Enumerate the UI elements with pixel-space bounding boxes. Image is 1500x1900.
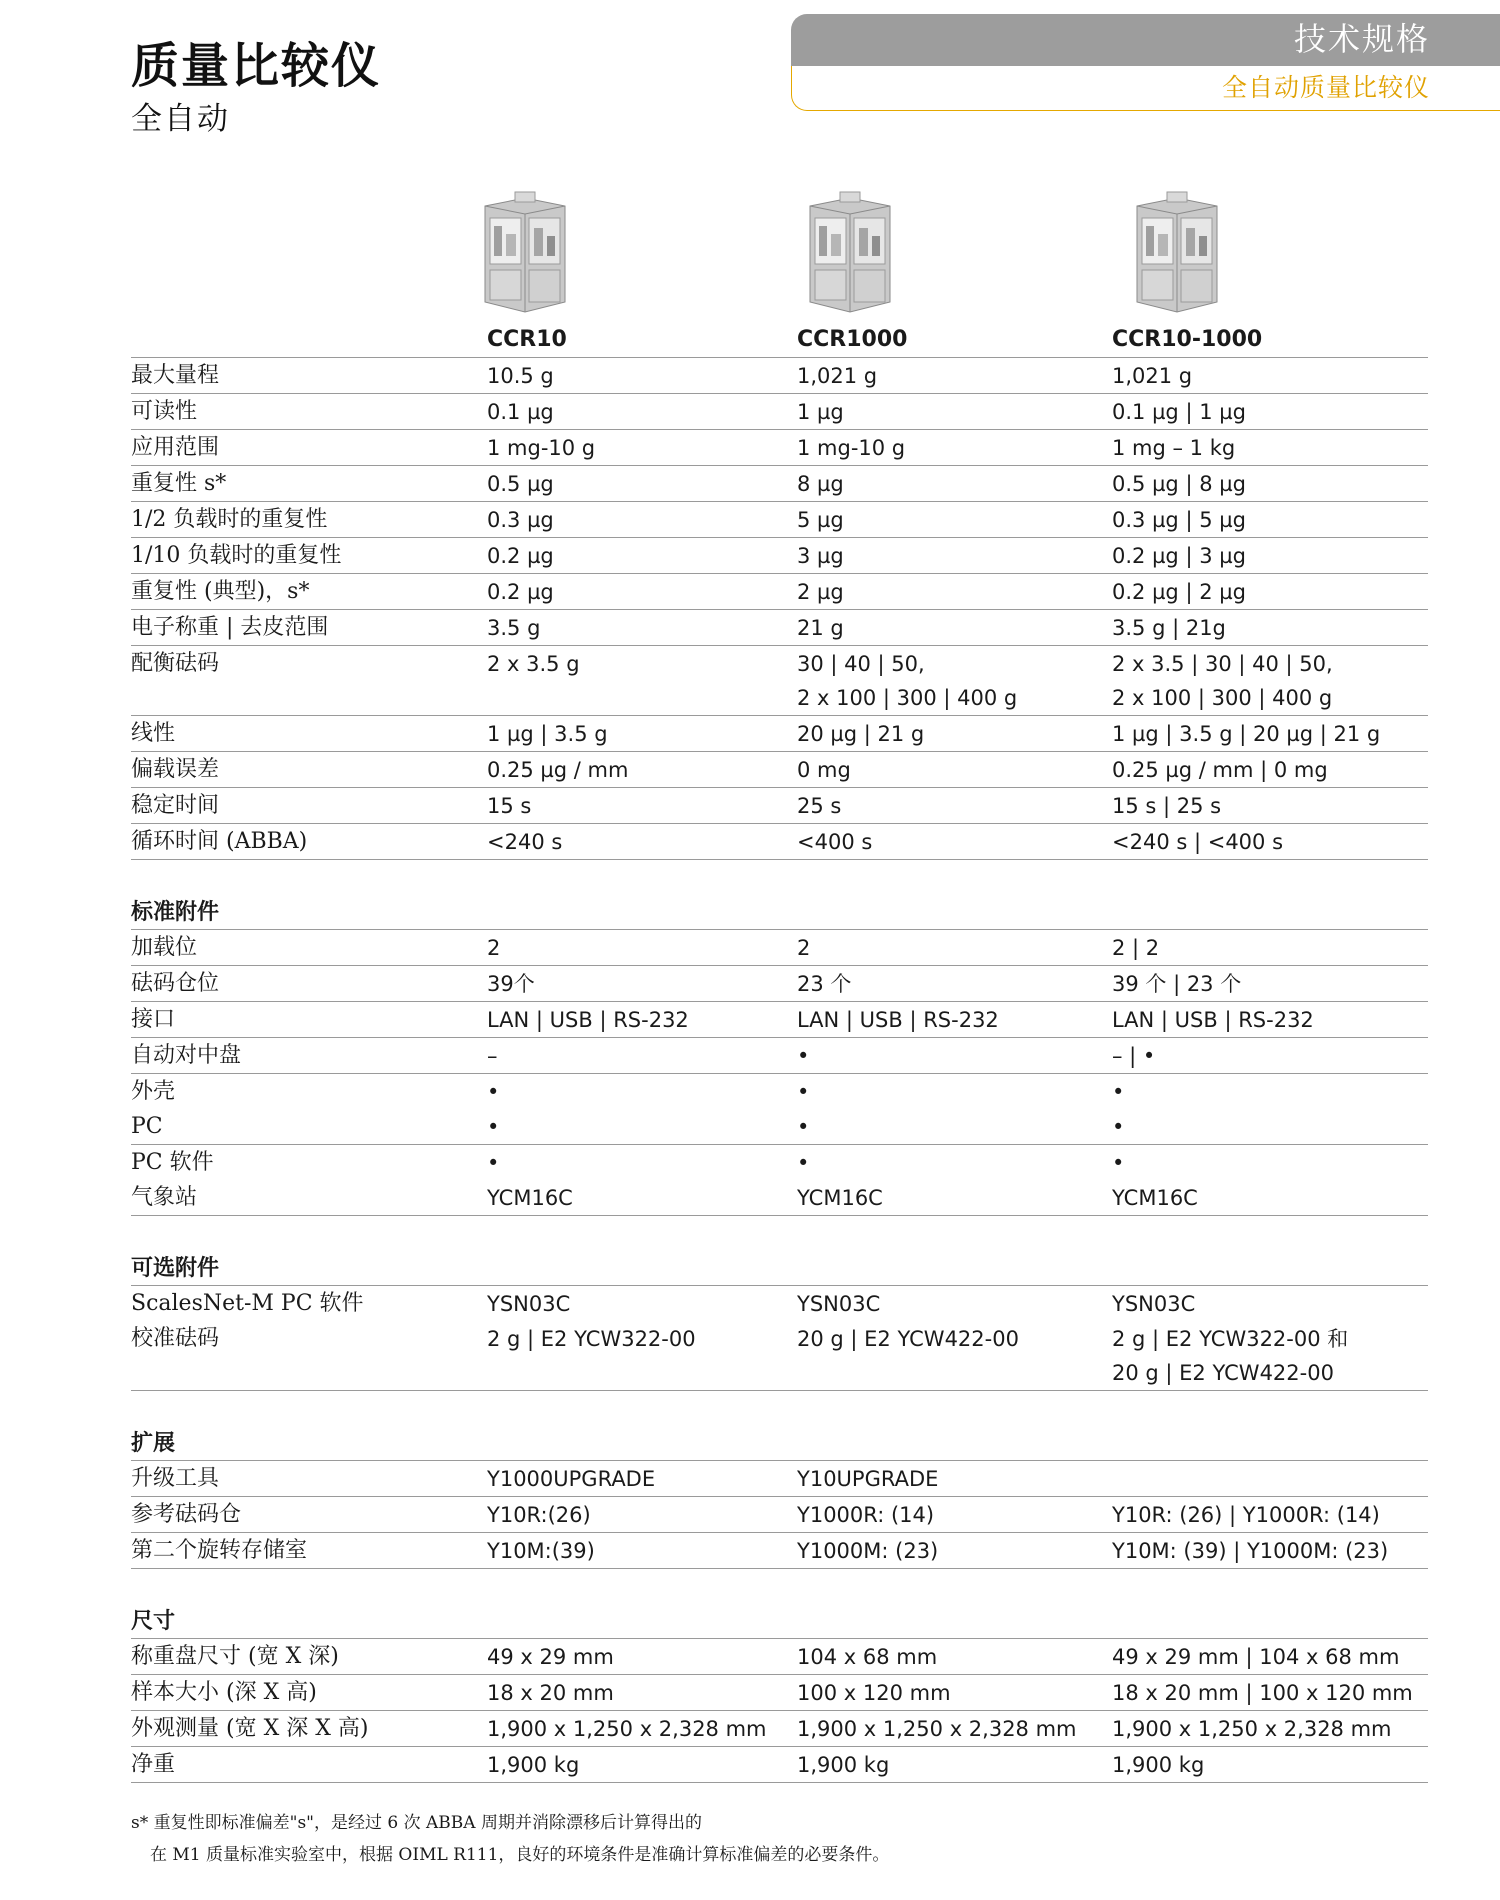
value-line: • — [1112, 1115, 1125, 1139]
value-line: • — [487, 1151, 500, 1175]
value-cell-ccr10 — [487, 1286, 797, 1321]
table-row — [131, 610, 1428, 646]
value-line: 1,900 x 1,250 x 2,328 mm — [1112, 1717, 1392, 1741]
value-cell-ccr10 — [487, 752, 797, 787]
value-line: • — [797, 1044, 810, 1068]
value-line: 20 µg | 21 g — [797, 722, 925, 746]
table-row — [131, 358, 1428, 394]
value-cell-ccr10-1000 — [1112, 1675, 1428, 1710]
row-label: 偏载误差 — [131, 757, 220, 782]
table-row — [131, 394, 1428, 430]
value-cell-ccr10-1000 — [1112, 788, 1428, 823]
table-row — [131, 1145, 1428, 1180]
value-cell-ccr10 — [487, 1711, 797, 1746]
page-title: 质量比较仪 — [131, 38, 382, 94]
row-label: 净重 — [131, 1752, 176, 1777]
tab-label: 技术规格 — [1293, 20, 1430, 58]
table-row — [131, 1533, 1428, 1569]
value-line: • — [797, 1080, 810, 1104]
table-row — [131, 574, 1428, 610]
value-cell-ccr10-1000 — [1112, 1321, 1428, 1390]
value-line: 1,900 kg — [487, 1753, 580, 1777]
table-row — [131, 1675, 1428, 1711]
value-line: 2 g | E2 YCW322-00 和 — [1112, 1327, 1349, 1351]
table-row — [131, 538, 1428, 574]
value-line: 0.2 µg | 2 µg — [1112, 580, 1246, 604]
value-line: 20 g | E2 YCW422-00 — [797, 1327, 1019, 1351]
value-line: YSN03C — [487, 1292, 571, 1316]
value-line: Y10R: (26) | Y1000R: (14) — [1112, 1503, 1380, 1527]
value-cell-ccr1000 — [797, 752, 1112, 787]
row-label: 可读性 — [131, 399, 198, 424]
value-line: 3.5 g | 21g — [1112, 616, 1226, 640]
value-cell-ccr10-1000 — [1112, 1038, 1428, 1073]
value-line: Y1000UPGRADE — [487, 1467, 656, 1491]
header-empty-cell — [131, 322, 487, 323]
table-row — [131, 1286, 1428, 1321]
table-row — [131, 1109, 1428, 1145]
value-cell-ccr1000 — [797, 1321, 1112, 1356]
value-cell-ccr1000 — [797, 610, 1112, 645]
section-header-row — [131, 1425, 1428, 1461]
value-line: 0.1 µg — [487, 400, 554, 424]
value-cell-ccr10-1000 — [1112, 1145, 1428, 1180]
value-line: – | • — [1112, 1044, 1156, 1068]
value-cell-ccr10 — [487, 538, 797, 573]
value-cell-ccr10 — [487, 1747, 797, 1782]
value-line: Y10R:(26) — [487, 1503, 591, 1527]
value-cell-ccr1000 — [797, 538, 1112, 573]
table-row — [131, 930, 1428, 966]
value-line: Y10M: (39) | Y1000M: (23) — [1112, 1539, 1389, 1563]
value-line: 1,900 kg — [1112, 1753, 1205, 1777]
value-cell-ccr1000 — [797, 788, 1112, 823]
value-line: 0.2 µg — [487, 544, 554, 568]
value-cell-ccr10-1000 — [1112, 610, 1428, 645]
row-label: 接口 — [131, 1007, 176, 1032]
value-line: YCM16C — [797, 1186, 883, 1210]
row-label: 外壳 — [131, 1079, 176, 1104]
value-line: 30 | 40 | 50, — [797, 652, 925, 676]
value-cell-ccr10 — [487, 1038, 797, 1073]
value-cell-ccr1000 — [797, 1711, 1112, 1746]
value-line: • — [1112, 1080, 1125, 1104]
value-cell-ccr10-1000 — [1112, 1109, 1428, 1144]
row-label: 校准砝码 — [131, 1326, 220, 1351]
value-cell-ccr1000 — [797, 1461, 1112, 1496]
value-cell-ccr10-1000 — [1112, 1180, 1428, 1215]
value-line: 0.2 µg — [487, 580, 554, 604]
value-line: 1,021 g — [797, 364, 878, 388]
table-row — [131, 502, 1428, 538]
table-row — [131, 1497, 1428, 1533]
spec-tab — [791, 14, 1500, 112]
value-cell-ccr10 — [487, 610, 797, 645]
value-line: 1 mg-10 g — [797, 436, 906, 460]
value-cell-ccr10-1000 — [1112, 716, 1428, 751]
value-cell-ccr1000 — [797, 930, 1112, 965]
value-line: 2 g | E2 YCW322-00 — [487, 1327, 696, 1351]
value-cell-ccr10-1000 — [1112, 430, 1428, 465]
row-label: PC — [131, 1114, 163, 1139]
value-cell-ccr1000 — [797, 1002, 1112, 1037]
value-line: 2 x 100 | 300 | 400 g — [797, 686, 1018, 710]
value-line: 1 µg — [797, 400, 844, 424]
value-cell-ccr10 — [487, 1321, 797, 1356]
value-line: 0.2 µg | 3 µg — [1112, 544, 1246, 568]
value-cell-ccr10 — [487, 430, 797, 465]
value-line: 2 x 100 | 300 | 400 g — [1112, 686, 1333, 710]
value-line: 49 x 29 mm — [487, 1645, 614, 1669]
value-cell-ccr10 — [487, 930, 797, 965]
value-cell-ccr10 — [487, 966, 797, 1001]
value-line: 2 — [797, 936, 811, 960]
row-label: 1/10 负载时的重复性 — [131, 543, 342, 568]
value-line: • — [1112, 1151, 1125, 1175]
value-cell-ccr10 — [487, 716, 797, 751]
row-label: 最大量程 — [131, 363, 220, 388]
value-cell-ccr10 — [487, 1180, 797, 1215]
section-title: 标准附件 — [131, 899, 220, 925]
table-row — [131, 1711, 1428, 1747]
value-line: 18 x 20 mm — [487, 1681, 614, 1705]
value-line: Y10UPGRADE — [797, 1467, 939, 1491]
header-product-ccr1000: CCR1000 — [797, 327, 908, 352]
row-label: 砝码仓位 — [131, 971, 220, 996]
value-cell-ccr10 — [487, 502, 797, 537]
table-row — [131, 1639, 1428, 1675]
value-line: 1 mg – 1 kg — [1112, 436, 1236, 460]
value-line: LAN | USB | RS-232 — [797, 1008, 999, 1032]
tab-sublabel: 全自动质量比较仪 — [1221, 73, 1430, 102]
value-line: 0.25 µg / mm | 0 mg — [1112, 758, 1328, 782]
section-header-row — [131, 1603, 1428, 1639]
row-label: ScalesNet-M PC 软件 — [131, 1291, 364, 1316]
row-label: 线性 — [131, 721, 176, 746]
value-cell-ccr10 — [487, 358, 797, 393]
value-line: <400 s — [797, 830, 873, 854]
value-cell-ccr1000 — [797, 1074, 1112, 1109]
value-cell-ccr1000 — [797, 1747, 1112, 1782]
value-cell-ccr10-1000 — [1112, 824, 1428, 859]
product-image-ccr1000 — [804, 190, 896, 316]
product-image-ccr10-1000 — [1131, 190, 1223, 316]
page-subtitle: 全自动 — [131, 101, 230, 137]
value-cell-ccr10-1000 — [1112, 394, 1428, 429]
value-cell-ccr1000 — [797, 466, 1112, 501]
value-line: 39个 — [487, 972, 535, 996]
value-line: • — [797, 1115, 810, 1139]
value-line: 25 s — [797, 794, 842, 818]
table-row — [131, 1180, 1428, 1216]
value-line: 0.5 µg | 8 µg — [1112, 472, 1246, 496]
value-line: • — [487, 1080, 500, 1104]
value-line: 1,900 kg — [797, 1753, 890, 1777]
value-line: 0.5 µg — [487, 472, 554, 496]
value-cell-ccr1000 — [797, 1180, 1112, 1215]
value-line: 1 µg | 3.5 g — [487, 722, 608, 746]
value-cell-ccr10 — [487, 788, 797, 823]
value-cell-ccr10-1000 — [1112, 930, 1428, 965]
value-cell-ccr10-1000 — [1112, 1497, 1428, 1532]
value-line: LAN | USB | RS-232 — [487, 1008, 689, 1032]
table-row — [131, 430, 1428, 466]
value-cell-ccr10 — [487, 1109, 797, 1144]
value-cell-ccr1000 — [797, 1145, 1112, 1180]
table-row — [131, 1321, 1428, 1391]
value-cell-ccr10-1000 — [1112, 358, 1428, 393]
value-cell-ccr10 — [487, 1002, 797, 1037]
value-line: 39 个 | 23 个 — [1112, 972, 1242, 996]
value-cell-ccr1000 — [797, 1497, 1112, 1532]
value-cell-ccr10-1000 — [1112, 966, 1428, 1001]
value-cell-ccr10-1000 — [1112, 1002, 1428, 1037]
product-image-ccr10 — [479, 190, 571, 316]
table-row — [131, 1461, 1428, 1497]
value-cell-ccr10 — [487, 394, 797, 429]
value-cell-ccr10 — [487, 1675, 797, 1710]
value-line: YCM16C — [487, 1186, 573, 1210]
row-label: 气象站 — [131, 1185, 198, 1210]
table-row — [131, 646, 1428, 716]
value-cell-ccr10-1000 — [1112, 1747, 1428, 1782]
table-row — [131, 966, 1428, 1002]
value-line: • — [487, 1115, 500, 1139]
comparator-machine-icon — [479, 190, 571, 316]
value-line: 1,900 x 1,250 x 2,328 mm — [487, 1717, 767, 1741]
value-cell-ccr10 — [487, 1074, 797, 1109]
value-cell-ccr1000 — [797, 1038, 1112, 1073]
header-product-ccr10-1000: CCR10-1000 — [1112, 327, 1263, 352]
value-line: LAN | USB | RS-232 — [1112, 1008, 1314, 1032]
row-label: 自动对中盘 — [131, 1043, 242, 1068]
value-cell-ccr10 — [487, 1533, 797, 1568]
row-label: 加载位 — [131, 935, 198, 960]
value-line: 0 mg — [797, 758, 851, 782]
value-cell-ccr1000 — [797, 502, 1112, 537]
value-line: 3 µg — [797, 544, 844, 568]
value-line: Y1000M: (23) — [797, 1539, 939, 1563]
value-cell-ccr10-1000 — [1112, 574, 1428, 609]
row-label: 外观测量 (宽 X 深 X 高) — [131, 1716, 369, 1741]
row-label: 升级工具 — [131, 1466, 220, 1491]
section-header-row — [131, 1250, 1428, 1286]
value-line: 0.3 µg — [487, 508, 554, 532]
spec-table — [131, 322, 1428, 1783]
comparator-machine-icon — [1131, 190, 1223, 316]
row-label: 1/2 负载时的重复性 — [131, 507, 328, 532]
value-line — [1112, 1462, 1428, 1496]
value-line: <240 s | <400 s — [1112, 830, 1284, 854]
value-cell-ccr1000 — [797, 574, 1112, 609]
value-line: 0.3 µg | 5 µg — [1112, 508, 1246, 532]
value-cell-ccr10-1000 — [1112, 646, 1428, 715]
value-line: 10.5 g — [487, 364, 554, 388]
value-line: 1,900 x 1,250 x 2,328 mm — [797, 1717, 1077, 1741]
row-label: 电子称重 | 去皮范围 — [131, 615, 329, 640]
value-line: – — [487, 1044, 498, 1068]
value-line: 100 x 120 mm — [797, 1681, 951, 1705]
value-line: 2 — [487, 936, 501, 960]
value-cell-ccr10 — [487, 1461, 797, 1496]
row-label: 应用范围 — [131, 435, 220, 460]
comparator-machine-icon — [804, 190, 896, 316]
section-title: 可选附件 — [131, 1255, 220, 1281]
value-line: Y1000R: (14) — [797, 1503, 935, 1527]
value-cell-ccr10-1000 — [1112, 1461, 1428, 1496]
value-line: 8 µg — [797, 472, 844, 496]
row-label: 稳定时间 — [131, 793, 220, 818]
value-cell-ccr1000 — [797, 394, 1112, 429]
table-row — [131, 824, 1428, 860]
section-title: 尺寸 — [131, 1608, 176, 1634]
section-title: 扩展 — [131, 1430, 176, 1456]
value-cell-ccr1000 — [797, 824, 1112, 859]
value-cell-ccr10-1000 — [1112, 1533, 1428, 1568]
value-cell-ccr10 — [487, 824, 797, 859]
value-cell-ccr10-1000 — [1112, 1286, 1428, 1321]
value-line: 0.25 µg / mm — [487, 758, 629, 782]
value-line: 2 x 3.5 g — [487, 652, 580, 676]
value-line: 23 个 — [797, 972, 852, 996]
value-line: 5 µg — [797, 508, 844, 532]
value-line: <240 s — [487, 830, 563, 854]
value-cell-ccr1000 — [797, 1675, 1112, 1710]
value-cell-ccr10 — [487, 466, 797, 501]
value-cell-ccr10-1000 — [1112, 538, 1428, 573]
row-label: 参考砝码仓 — [131, 1502, 242, 1527]
table-row — [131, 716, 1428, 752]
value-cell-ccr10-1000 — [1112, 1711, 1428, 1746]
value-cell-ccr1000 — [797, 1286, 1112, 1321]
value-line: YCM16C — [1112, 1186, 1198, 1210]
value-line: 2 x 3.5 | 30 | 40 | 50, — [1112, 652, 1333, 676]
value-cell-ccr10-1000 — [1112, 502, 1428, 537]
table-row — [131, 752, 1428, 788]
footnote-1: s* 重复性即标准偏差"s"，是经过 6 次 ABBA 周期并消除漂移后计算得出的 — [131, 1813, 702, 1833]
value-cell-ccr1000 — [797, 1109, 1112, 1144]
value-line: 2 µg — [797, 580, 844, 604]
row-label: 样本大小 (深 X 高) — [131, 1680, 317, 1705]
value-cell-ccr10 — [487, 646, 797, 681]
value-cell-ccr10 — [487, 1497, 797, 1532]
value-line: Y10M:(39) — [487, 1539, 595, 1563]
value-cell-ccr1000 — [797, 430, 1112, 465]
section-header-row — [131, 894, 1428, 930]
table-row — [131, 788, 1428, 824]
value-line: YSN03C — [1112, 1292, 1196, 1316]
value-cell-ccr1000 — [797, 358, 1112, 393]
table-row — [131, 1002, 1428, 1038]
footnote-2: 在 M1 质量标准实验室中，根据 OIML R111，良好的环境条件是准确计算标准偏差的必要条件。 — [150, 1845, 890, 1865]
value-line: 104 x 68 mm — [797, 1645, 938, 1669]
row-label: 循环时间 (ABBA) — [131, 829, 308, 854]
value-line: 18 x 20 mm | 100 x 120 mm — [1112, 1681, 1413, 1705]
value-line: YSN03C — [797, 1292, 881, 1316]
value-line: 20 g | E2 YCW422-00 — [1112, 1361, 1334, 1385]
row-label: 配衡砝码 — [131, 651, 220, 676]
header-product-ccr10: CCR10 — [487, 327, 567, 352]
value-line: 2 | 2 — [1112, 936, 1160, 960]
value-cell-ccr1000 — [797, 1639, 1112, 1674]
value-line: 1,021 g — [1112, 364, 1193, 388]
value-cell-ccr1000 — [797, 716, 1112, 751]
value-cell-ccr1000 — [797, 1533, 1112, 1568]
value-line: 0.1 µg | 1 µg — [1112, 400, 1246, 424]
row-label: 重复性 (典型)，s* — [131, 579, 310, 604]
value-cell-ccr10 — [487, 574, 797, 609]
row-label: 第二个旋转存储室 — [131, 1538, 308, 1563]
value-cell-ccr1000 — [797, 646, 1112, 715]
table-row — [131, 1038, 1428, 1074]
value-cell-ccr10-1000 — [1112, 1074, 1428, 1109]
value-cell-ccr10-1000 — [1112, 1639, 1428, 1674]
value-cell-ccr10 — [487, 1145, 797, 1180]
value-cell-ccr10-1000 — [1112, 466, 1428, 501]
value-line: 21 g — [797, 616, 844, 640]
value-line: 15 s — [487, 794, 532, 818]
value-line: 1 mg-10 g — [487, 436, 596, 460]
value-line: 1 µg | 3.5 g | 20 µg | 21 g — [1112, 722, 1381, 746]
row-label: PC 软件 — [131, 1150, 214, 1175]
row-label: 重复性 s* — [131, 471, 227, 496]
table-row — [131, 1074, 1428, 1109]
row-label: 称重盘尺寸 (宽 X 深) — [131, 1644, 339, 1669]
value-cell-ccr10 — [487, 1639, 797, 1674]
table-row — [131, 1747, 1428, 1783]
table-row — [131, 466, 1428, 502]
value-cell-ccr10-1000 — [1112, 752, 1428, 787]
value-line: 3.5 g — [487, 616, 541, 640]
value-cell-ccr1000 — [797, 966, 1112, 1001]
value-line: 49 x 29 mm | 104 x 68 mm — [1112, 1645, 1400, 1669]
table-header-row — [131, 322, 1428, 358]
value-line: 15 s | 25 s — [1112, 794, 1222, 818]
value-line: • — [797, 1151, 810, 1175]
